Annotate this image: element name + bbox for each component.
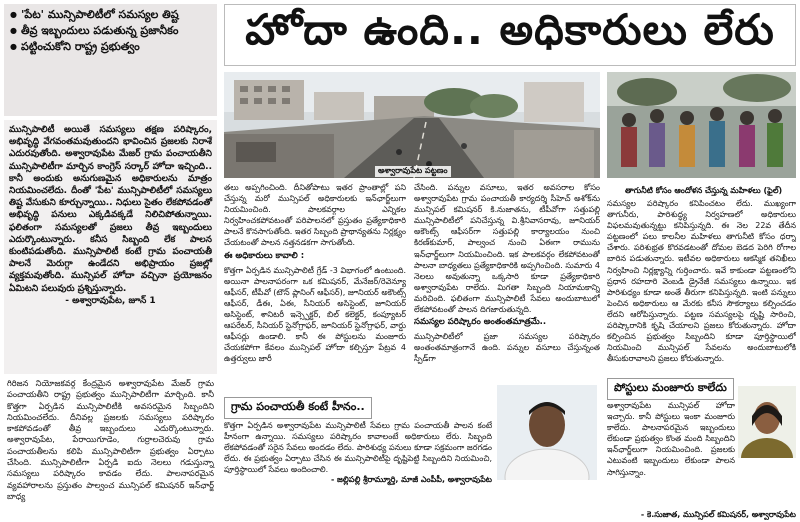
article-column-3 [607, 198, 796, 374]
photo-caption: తాగునీటి కోసం ఆందోళన చేస్తున్న మహిళలు (ఫైల్) [625, 186, 783, 195]
box-heading: పోస్టులు మంజూరు కాలేదు [607, 378, 734, 400]
highlight-bullets [4, 4, 217, 116]
portrait-photo [497, 385, 597, 480]
article-text: సమస్యల పరిష్కారం కనిపించటం లేదు. ముఖ్యంగా తాగునీరు, పారిశుద్ధ్య నిర్వహణలో అధికారులు విఫలమవుతున్నట్టు కనిపిస్తున్నది. ఈ నెల 22వ తేదీన పట్టణంలో పలు కాలనీల మహిళలు తాగునీటి కోసం ధర్నా చేశారు. పరిశుభ్రత కొరవడటంతో దోమల బెడద పెరిగి రోగాల బారిన పడుతున్నారు. ఇటీవల అధికారులు ఆకస్మిక తనిఖీలు నిర్వహించి నిర్లక్ష్యాన్ని గుర్తించారు. ఇవే కాకుండా పట్టణంలోని ప్రధాన రహదారి వెంబడి డ్రైనేజీ సమస్యలు ఉన్నాయి. ఇక పారిశుధ్యం కూడా అంతే తీరుగా కనిపిస్తున్నది. ఇంటి పన్నులు పెంచిన అధికారులు ఆ మేరకు కనీస సౌకర్యాలు కల్పించడం లేదని ఆరోపిస్తున్నారు. పట్టణ సమస్యలపై దృష్టి సారించి, పరిష్కారానికి కృషి చేయాలని ప్రజలు కోరుతున్నారు. హోదా కల్పించిన ప్రభుత్వం సిబ్బందిని కూడా పూర్తిస్థాయిలో నియమించి మున్సిపల్ సేవలను అందుబాటులోకి తీసుకురావాలని ప్రజలు కోరుతున్నారు. [607, 199, 796, 364]
bullet-item: ● పట్టించుకోని రాష్ట్ర ప్రభుత్వం [10, 40, 211, 54]
subheading: సమస్యల పరిష్కారం అంతంతమాత్రమే.. [414, 317, 547, 328]
quote-text: కొత్తగా ఏర్పడిన అశ్వారావుపేట మున్సిపాలిటీ సేవలు గ్రామ పంచాయతీ పాలన కంటే హీనంగా ఉన్నాయి. సమస్యలు పరిష్కారం కావాలంటే అధికారులు లేరు. సిబ్బంది లేకపోవడంతో సరైన సేవలు అందడం లేదు. పారిశుధ్య పనులు కూడా సక్రమంగా జరగడం లేదు. ఈ ప్రభుత్వం ఏర్పాటు చేసిన ఈ మున్సిపాలిటీపై దృష్టిపెట్టి సిబ్బందిని నియమించి, పూర్తిస్థాయిలో సేవలు అందించాలి. [224, 421, 492, 475]
article-text: కొత్తగా ఏర్పడిన మున్సిపాలిటీ గ్రేడ్ -3 విభాగంలో ఉంటుంది. అయినా పాలనాపరంగా ఒక కమిషనర్, మేనేజర్/రెవెన్యూ ఆఫీసర్, టీపీవో (టౌన్ ప్లానింగ్ ఆఫీసర్), జూనియర్ అకౌంట్స్ ఆఫీసర్, డీఈ, ఏఈ, సీనియర్ అసిస్టెంట్, జూనియర్ అసిస్టెంట్, శానిటరీ ఇన్స్పెక్టర్, బిల్ కలెక్టర్, కంప్యూటర్ ఆపరేటర్, సీనియర్ స్టెనోగ్రాఫర్, జూనియర్ స్టెనోగ్రాఫర్, వార్డు ఆఫీసర్లు ఉండాలి. కానీ ఈ పోస్టులను మంజూరు చేయకపోగా కేవలం మున్సిపల్ హోదా కల్పిస్తూ పేట్రవ 4 ఉత్తర్వులు జారీ [224, 265, 406, 364]
bullet-item: ● 'పేట' మున్సిపాలిటీలో సమస్యల తిష్ట [10, 8, 211, 22]
article-column-1 [224, 182, 406, 392]
quote-box-1 [224, 420, 492, 518]
photo-caption: అశ్వారావుపేట పట్టణం [375, 166, 451, 177]
box-heading: గ్రామ పంచాయతీ కంటే హీనం.. [224, 397, 372, 419]
subheading: ఈ అధికారులు కావాలి : [224, 250, 305, 261]
town-photo [224, 72, 600, 178]
quote-box-2 [607, 400, 735, 520]
article-text: తలు అప్పగించింది. దీనితోపాటు ఇతర ప్రాంతాల్లో పని చేస్తున్న మరో మున్సిపల్ అధికారులకు ఇన్‌ఛార్జ్‌లుగా నియమించింది. పాలకవర్గాల ఎన్నికల నిర్వహించకపోవటంతో పరిపాలనలో ప్రస్తుతం ప్రత్యేకాధికారి పాలనే కొనసాగుతోంది. ఇతర సిబ్బంది ప్రాథాన్యతను నిర్లక్ష్యం చేయటంతో పాలన నత్తనడకగా సాగుతోంది. [224, 183, 406, 248]
article-text: మున్సిపాలిటీలో ప్రజా సమస్యల పరిష్కారం అంతంతమాత్రంగానే ఉంది. పన్నుల వసూలు చేస్తున్నంత స్పీడ్‌గా [414, 332, 600, 364]
headline: హోదా ఉంది.. అధికారులు లేరు [245, 5, 775, 54]
article-column-2 [414, 182, 600, 392]
quote-signoff: - జల్లిపల్లి శ్రీరామ్మూర్తి, మాజీ ఎంపీపీ, అశ్వారావుపేట [330, 475, 492, 485]
quote-text: అశ్వారావుపేట మున్సిపల్ హోదా ఇచ్చారు. కానీ పోస్టులు ఇంకా మంజూరు కాలేదు. పాలనాపరమైన ఇబ్బందులు లేకుండా ప్రభుత్వం కొంత మంది సిబ్బందిని ఇన్‌ఛార్జ్‌లుగా నియమించింది. ప్రజలకు ఎటువంటి ఇబ్బందులు లేకుండా పాలన సాగిస్తున్నాం. [607, 401, 735, 477]
lead-text: గిరిజన నియోజకవర్గ కేంద్రమైన అశ్వారావుపేట మేజర్ గ్రామ పంచాయతీని రాష్ట్ర ప్రభుత్వం మున్సిపాలిటీగా మార్చింది. కానీ కొత్తగా ఏర్పడిన మున్సిపాలిటీకి అవసరమైన సిబ్బందిని నియమించలేదు. దీనివల్ల ప్రజలకు సమస్యలు పరిష్కారం కాకపోవడంతో తీవ్ర ఇబ్బందులు ఎదుర్కొంటున్నారు. అశ్వారావుపేట, పేరాయిగూడెం, గుర్రాలచెరువు గ్రామ పంచాయతీలను కలిపి మున్సిపాలిటీగా ప్రభుత్వం ఏర్పాటు చేసింది. మున్సిపాలిటీగా ఏర్పడి ఐదు నెలలు గడుస్తున్నా సమస్యలు పరిష్కారం కావడం లేదు. పాలనాపరమైన వ్యవహారాలను ప్రస్తుతం పాల్వంచ మున్సిపల్ కమిషనర్ ఇన్‌ఛార్జ్ బాధ్య [7, 378, 214, 501]
bullet-item: ● తీవ్ర ఇబ్బందులు పడుతున్న ప్రజానీకం [10, 24, 211, 38]
left-column [4, 4, 217, 508]
headline-box [224, 4, 796, 66]
dateline: - అశ్వారావుపేట, జూన్ 1 [65, 295, 156, 306]
protest-photo [607, 72, 796, 178]
quote-signoff: - కె.సుజాత, మున్సిపల్ కమిషనర్, అశ్వారావుపేట [640, 510, 796, 519]
lead-paragraph [4, 378, 217, 508]
intro-text: మున్సిపాలిటీ అయితే సమస్యలు తక్షణ పరిష్కారం, అభివృద్ధి వేగవంతమవుతుందని భావించిన ప్రజలకు నిరాశే ఎదురవుతోంది. అశ్వారావుపేట మేజర్ గ్రామ పంచాయతీని మున్సిపాలిటీగా మార్చిన కాంగ్రెస్ సర్కార్ హోదా ఇచ్చింది.. కానీ అందుకు అనుగుణమైన అధికారులను మాత్రం నియమించలేదు. దీంతో 'పేట' మున్సిపాలిటీలో సమస్యలు తిష్ట వేసుకుని కూర్చున్నాయి.. నిధులు సైతం లేకపోవడంతో అభివృద్ధి పనులు ఎక్కడివక్కడే నిలిచిపోతున్నాయి. ఫలితంగా సమస్యలతో ప్రజలు తీవ్ర ఇబ్బందులు ఎదుర్కొంటున్నారు. కనీస సిబ్బంది లేక పాలన కుంటిపడుతోంది. మున్సిపాలిటీ కంటే గ్రామ పంచాయతీ పాలనే మెరుగ్గా ఉండేదని అభిప్రాయం ప్రజల్లో వ్యక్తమవుతోంది. మున్సిపల్ హోదా వచ్చినా ప్రయోజనం ఏమిటని పలువురు ప్రశ్నిస్తున్నారు. [9, 125, 212, 294]
article-text: చేసింది. పన్నుల వసూలు, ఇతర అవసరాల కోసం అశ్వారావుపేట గ్రామ పంచాయతీ కార్యదర్శి సీహెచ్ అశోక్‌ను మున్సిపల్ కమిషనర్ కి.నుజాతను, టీపీవోగా సత్తుపల్లి మున్సిపాలిటీలో పనిచేస్తున్న వి.శ్రీనివాసరావు, జూనియర్ అకౌంట్స్ ఆఫీసర్‌గా సత్తుపల్లి కార్యాలయం నుంచి కిరణ్‌కుమార్, పాల్వంచ నుంచి ఏఈగా రామును ఇన్‌ఛార్జ్‌లుగా నియమించింది. ఇక పాలకవర్గం లేకపోవటంతో పాలనా బాధ్యతలు ప్రత్యేకాధికారికి అప్పగించింది. సుమారు 4 నెలలు అవుతున్నా ఒక్కసారి కూడా ప్రత్యేకాధికారి అశ్వారావుపేట రాలేదు. మిగతా సిబ్బంది నియామకాన్ని మరిచింది. ఫలితంగా మున్సిపాలిటీ సేవలు అందుబాటులో లేకపోవటంతో పాలన దిగజారుతున్నది. [414, 183, 600, 315]
portrait-photo [738, 386, 796, 458]
intro-box [4, 120, 217, 374]
